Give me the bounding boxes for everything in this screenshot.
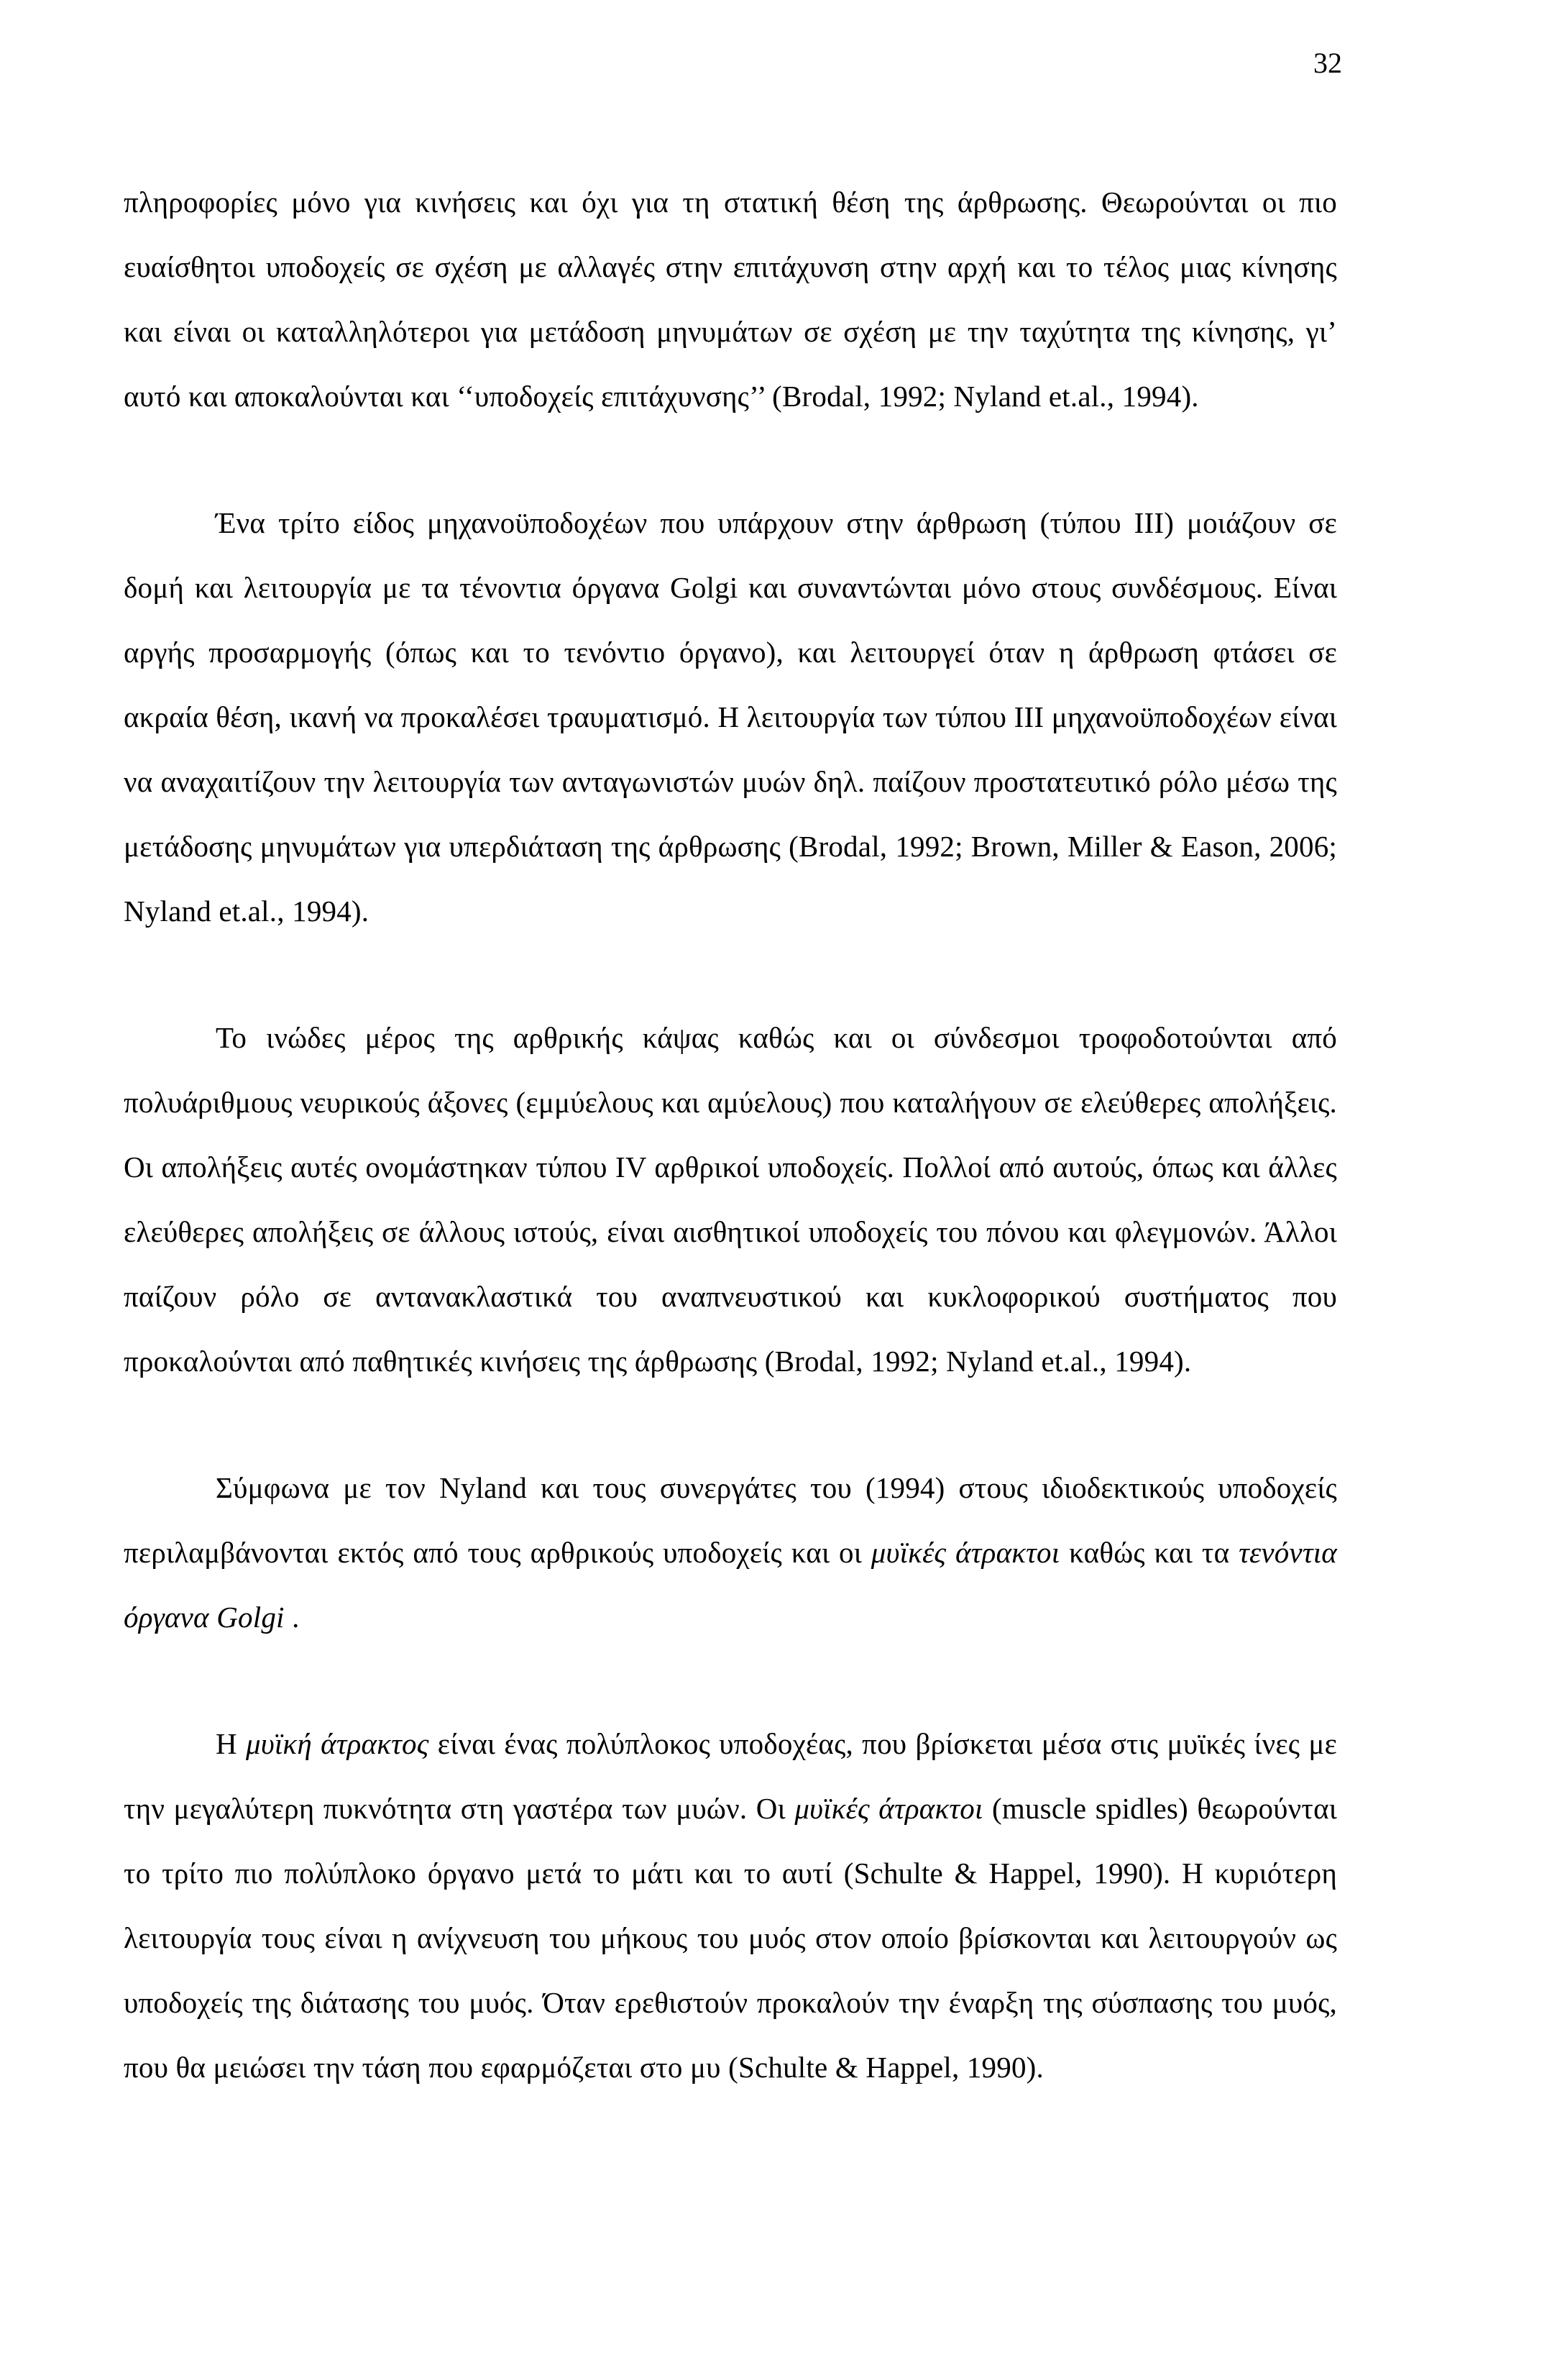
paragraph-text: Σύμφωνα με τον Nyland και τους συνεργάτες του (1994) στους ιδιοδεκτικούς υποδοχείς περιλαμβάνονται εκτός από τους αρθρικούς υποδοχείς και οι: [124, 1471, 1337, 1569]
paragraph-text: (muscle spidles) θεωρούνται το τρίτο πιο πολύπλοκο όργανο μετά το μάτι και το αυτί (Schulte & Happel, 1990). Η κυριότερη λειτουργία τους είναι η ανίχνευση του μήκους του μυός στον οποίο βρίσκονται και λειτουργούν ως υποδοχείς της διάτασης του μυός. Όταν ερεθιστούν προκαλούν την έναρξη της σύσπασης του μυός, που θα μειώσει την τάση που εφαρμόζεται στο μυ (Schulte & Happel, 1990).: [124, 1792, 1337, 2084]
italic-term-golgi-tendon-organs: τενόντια όργανα Golgi: [124, 1536, 1338, 1634]
paragraph-text: είναι ένας πολύπλοκος υποδοχέας, που βρίσκεται μέσα στις μυϊκές ίνες με την μεγαλύτερη πυκνότητα στη γαστέρα των μυών. Οι: [124, 1727, 1338, 1825]
paragraph-text: .: [284, 1601, 300, 1634]
paragraph-1: [124, 170, 1337, 429]
paragraph-text: Η: [216, 1727, 247, 1760]
paragraph-text: πληροφορίες μόνο για κινήσεις και όχι για τη στατική θέση της άρθρωσης. Θεωρούνται οι πιο ευαίσθητοι υποδοχείς σε σχέση με αλλαγές στην επιτάχυνση στην αρχή και το τέλος μιας κίνησης και είναι οι καταλληλότεροι για μετάδοση μηνυμάτων σε σχέση με την ταχύτητα της κίνησης, γι’ αυτό και αποκαλούνται και ‘‘υποδοχείς επιτάχυνσης’’ (Brodal, 1992; Nyland et.al., 1994).: [124, 186, 1337, 413]
page-number: 32: [1313, 47, 1342, 79]
paragraph-3: [124, 1005, 1337, 1393]
paragraph-2: [124, 490, 1337, 943]
paragraph-text: Ένα τρίτο είδος μηχανοϋποδοχέων που υπάρχουν στην άρθρωση (τύπου ΙΙΙ) μοιάζουν σε δομή και λειτουργία με τα τένοντια όργανα Golgi και συναντώνται μόνο στους συνδέσμους. Είναι αργής προσαρμογής (όπως και το τενόντιο όργανο), και λειτουργεί όταν η άρθρωση φτάσει σε ακραία θέση, ικανή να προκαλέσει τραυματισμό. Η λειτουργία των τύπου ΙΙΙ μηχανοϋποδοχέων είναι να αναχαιτίζουν την λειτουργία των ανταγωνιστών μυών δηλ. παίζουν προστατευτικό ρόλο μέσω της μετάδοσης μηνυμάτων για υπερδιάταση της άρθρωσης (Brodal, 1992; Brown, Miller & Eason, 2006; Nyland et.al., 1994).: [124, 506, 1337, 928]
italic-term-muscle-spindles: μυϊκές άτρακτοι: [794, 1792, 983, 1825]
paragraph-4: [124, 1455, 1337, 1649]
document-body: [124, 170, 1337, 2100]
italic-term-muscle-spindle: μυϊκή άτρακτος: [246, 1727, 429, 1760]
paragraph-text: Το ινώδες μέρος της αρθρικής κάψας καθώς και οι σύνδεσμοι τροφοδοτούνται από πολυάριθμους νευρικούς άξονες (εμμύελους και αμύελους) που καταλήγουν σε ελεύθερες απολήξεις. Οι απολήξεις αυτές ονομάστηκαν τύπου IV αρθρικοί υποδοχείς. Πολλοί από αυτούς, όπως και άλλες ελεύθερες απολήξεις σε άλλους ιστούς, είναι αισθητικοί υποδοχείς του πόνου και φλεγμονών. Άλλοι παίζουν ρόλο σε αντανακλαστικά του αναπνευστικού και κυκλοφορικού συστήματος που προκαλούνται από παθητικές κινήσεις της άρθρωσης (Brodal, 1992; Nyland et.al., 1994).: [124, 1021, 1337, 1378]
paragraph-5: [124, 1711, 1337, 2100]
paragraph-text: καθώς και τα: [1060, 1536, 1239, 1569]
italic-term-muscle-spindles: μυϊκές άτρακτοι: [871, 1536, 1060, 1569]
